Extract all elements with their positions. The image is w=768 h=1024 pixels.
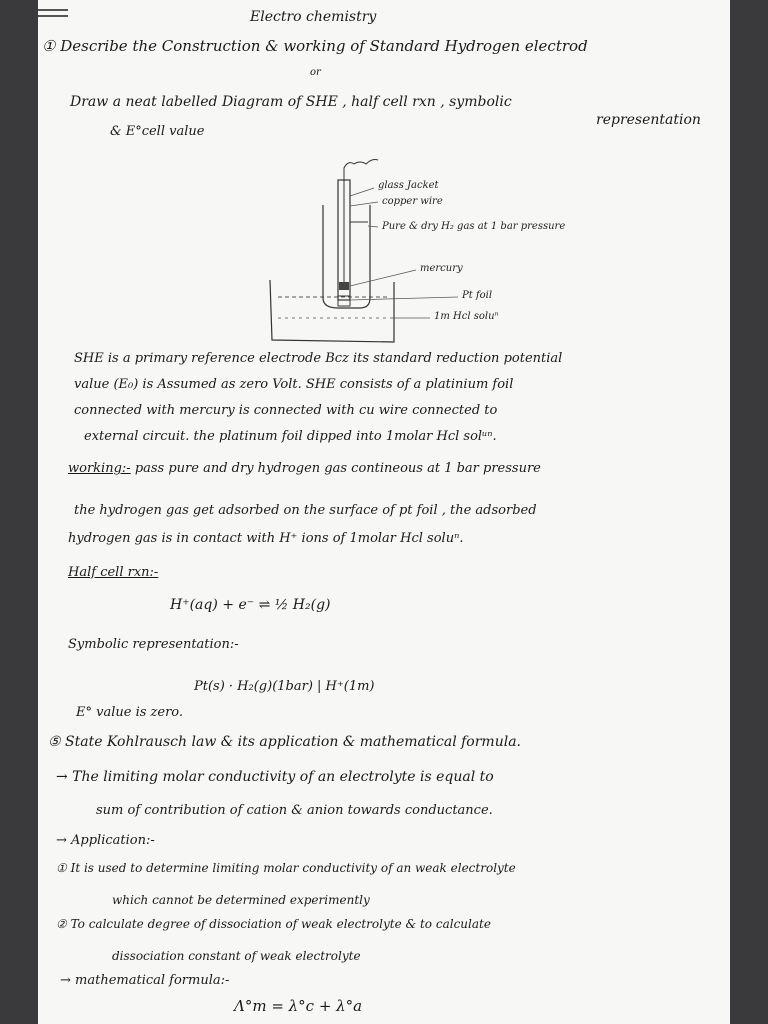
kohlrausch-formula: Λ°m = λ°c + λ°a — [234, 997, 363, 1015]
label-h2-gas: Pure & dry H₂ gas at 1 bar pressure — [382, 221, 566, 232]
working-line-3: hydrogen gas is in contact with H⁺ ions of 1molar Hcl soluⁿ. — [68, 531, 464, 546]
working-line-1 — [68, 462, 541, 476]
label-mercury: mercury — [420, 263, 463, 274]
notebook-page — [38, 0, 730, 1024]
label-pt-foil: Pt foil — [462, 290, 493, 301]
question-1-alt: Draw a neat labelled Diagram of SHE , half cell rxn , symbolic — [70, 94, 512, 110]
half-cell-heading: Half cell rxn:- — [68, 565, 159, 580]
label-copper-wire: copper wire — [382, 196, 443, 207]
label-glass-jacket: glass Jacket — [378, 180, 439, 191]
question-1-alt-cont: representation — [596, 112, 701, 128]
glass-jacket — [323, 205, 370, 308]
application-1 — [56, 862, 516, 875]
wire-lead — [344, 160, 378, 181]
working-text: pass pure and dry hydrogen gas contineous at 1 bar pressure — [134, 461, 541, 476]
answer-line-2: value (E₀) is Assumed as zero Volt. SHE consists of a platinium foil — [74, 377, 514, 392]
application-2 — [56, 918, 491, 931]
question-1-text: Describe the Construction & working of Standard Hydrogen electrod — [60, 37, 588, 55]
item-number: ② — [56, 917, 67, 931]
or-marker: or — [310, 67, 321, 78]
application-1-text: It is used to determine limiting molar conductivity of an weak electrolyte — [70, 861, 516, 875]
application-2-cont: dissociation constant of weak electrolyte — [112, 949, 361, 963]
symbolic-heading: Symbolic representation:- — [68, 637, 239, 652]
definition-line-1: → The limiting molar conductivity of an electrolyte is equal to — [56, 769, 494, 785]
application-1-cont: which cannot be determined experimently — [112, 893, 370, 907]
question-number: ⑤ — [48, 734, 61, 750]
answer-line-1: SHE is a primary reference electrode Bcz its standard reduction potential — [74, 351, 563, 366]
question-2 — [48, 735, 521, 750]
symbolic-equation: Pt(s) · H₂(g)(1bar) | H⁺(1m) — [194, 679, 375, 694]
application-heading: → Application:- — [56, 833, 155, 848]
item-number: ① — [56, 861, 67, 875]
definition-line-2: sum of contribution of cation & anion towards conductance. — [96, 803, 493, 818]
answer-line-4: external circuit. the platinum foil dipped into 1molar Hcl solᵘⁿ. — [84, 429, 497, 444]
working-heading: working:- — [68, 461, 131, 476]
half-cell-equation: H⁺(aq) + e⁻ ⇌ ½ H₂(g) — [170, 597, 331, 613]
formula-heading: → mathematical formula:- — [60, 973, 230, 988]
label-hcl-solution: 1m Hcl soluⁿ — [434, 311, 499, 322]
question-1-alt-line3: & E°cell value — [110, 124, 205, 139]
mercury — [339, 282, 349, 290]
beaker — [270, 280, 394, 342]
application-2-text: To calculate degree of dissociation of weak electrolyte & to calculate — [70, 917, 491, 931]
answer-line-3: connected with mercury is connected with cu wire connected to — [74, 403, 498, 418]
e-value: E° value is zero. — [76, 705, 184, 720]
question-number: ① — [42, 37, 56, 55]
working-line-2: the hydrogen gas get adsorbed on the surface of pt foil , the adsorbed — [74, 503, 537, 518]
question-2-text: State Kohlrausch law & its application & mathematical formula. — [65, 734, 521, 750]
page-title: Electro chemistry — [250, 9, 377, 25]
